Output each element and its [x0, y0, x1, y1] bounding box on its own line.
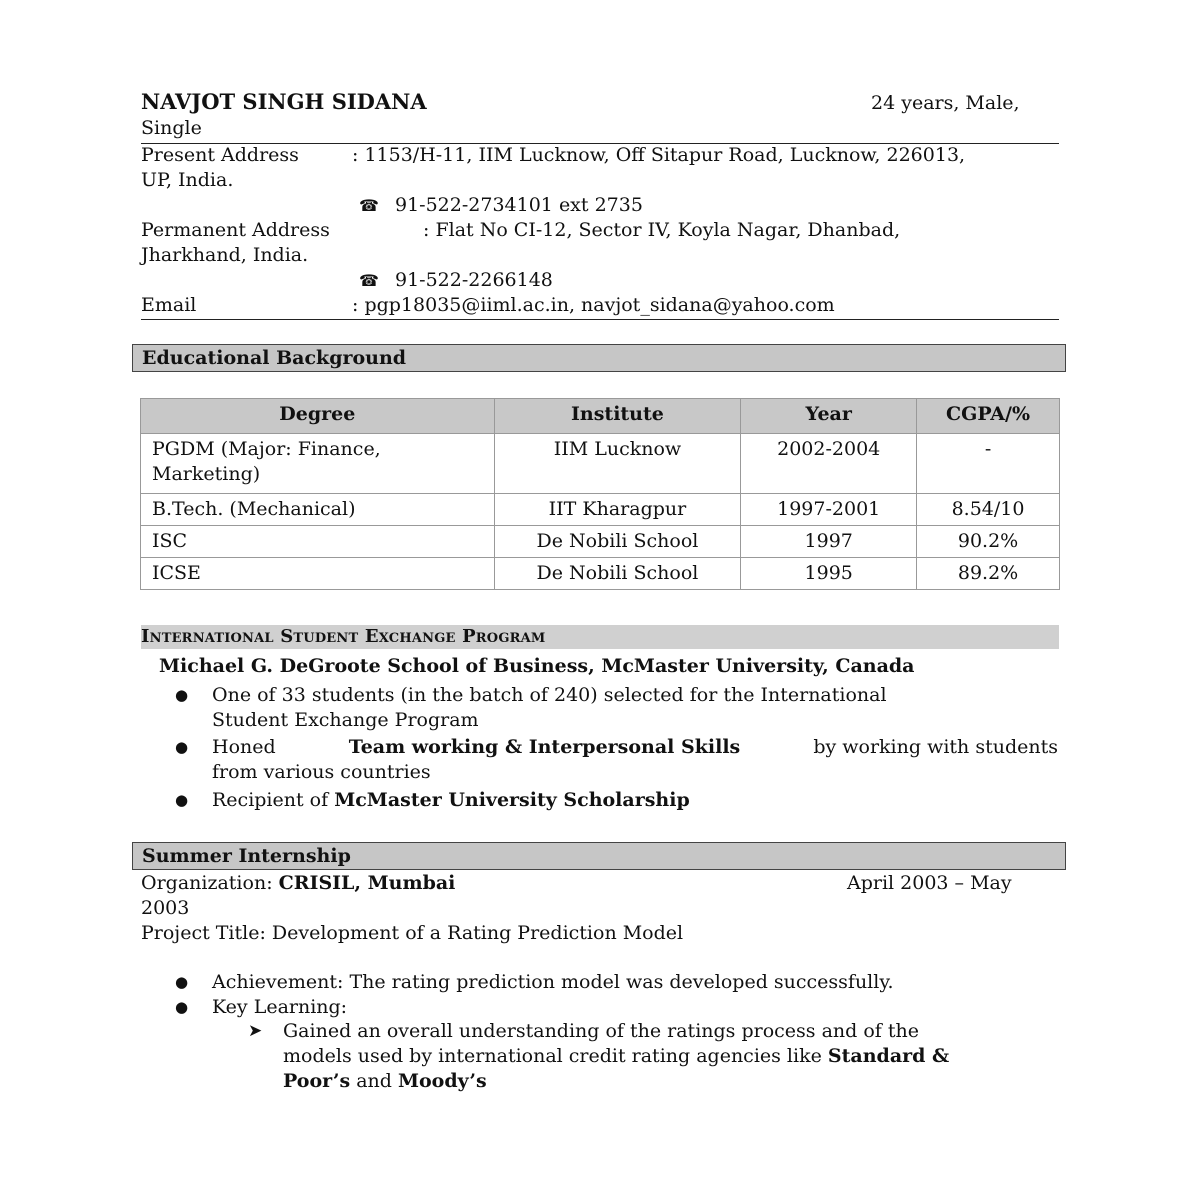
year-cell: 2002-2004	[741, 434, 917, 494]
institute-cell: De Nobili School	[494, 526, 741, 558]
exchange-bullet-1-cont: Student Exchange Program	[212, 709, 479, 731]
learning-agency-1: Poor’s	[283, 1070, 351, 1092]
present-address-value: : 1153/H-11, IIM Lucknow, Off Sitapur Road, Lucknow, 226013,	[352, 144, 966, 166]
learning-and: and	[356, 1070, 392, 1092]
internship-period: April 2003 – May	[847, 872, 1012, 894]
email-label: Email	[141, 294, 197, 316]
degree-cell: PGDM (Major: Finance, Marketing)	[141, 434, 495, 494]
degree-cell: ISC	[141, 526, 495, 558]
present-phone: 91-522-2734101 ext 2735	[395, 194, 643, 216]
telephone-icon: ☎	[359, 271, 379, 290]
candidate-name: NAVJOT SINGH SIDANA	[141, 89, 427, 114]
learning-sub-line-1: Gained an overall understanding of the ratings process and of the	[283, 1020, 919, 1042]
learning-sub-line-2-bold: Standard &	[827, 1045, 950, 1067]
table-row	[141, 434, 1060, 494]
exchange-bullet-2-cont: from various countries	[212, 761, 431, 783]
table-row	[141, 494, 1060, 526]
exchange-institution: Michael G. DeGroote School of Business, McMaster University, Canada	[159, 655, 915, 677]
learning-agency-2: Moody’s	[397, 1070, 487, 1092]
col-degree: Degree	[141, 399, 495, 434]
permanent-address-label: Permanent Address	[141, 219, 330, 241]
bullet-icon: ●	[175, 998, 189, 1016]
year-cell: 1997	[741, 526, 917, 558]
internship-heading: Summer Internship	[142, 845, 351, 867]
institute-cell: IIM Lucknow	[494, 434, 741, 494]
score-cell: 8.54/10	[917, 494, 1060, 526]
exchange-bullet-3	[212, 788, 690, 813]
score-cell: 90.2%	[917, 526, 1060, 558]
exchange-section-header	[141, 625, 1059, 649]
year-cell: 1995	[741, 558, 917, 590]
exchange-bullet-1: One of 33 students (in the batch of 240) selected for the International	[212, 684, 887, 706]
present-address-label: Present Address	[141, 144, 299, 166]
bullet-icon: ●	[175, 973, 189, 991]
education-section-header	[132, 344, 1066, 372]
telephone-icon: ☎	[359, 196, 379, 215]
arrow-bullet-icon: ➤	[248, 1021, 263, 1041]
col-score: CGPA/%	[917, 399, 1060, 434]
learning-sub-line-3	[283, 1069, 487, 1094]
learning-sub-line-2-pre: models used by international credit rating agencies like	[283, 1045, 822, 1067]
year-cell: 1997-2001	[741, 494, 917, 526]
internship-period-cont: 2003	[141, 897, 190, 919]
education-table	[140, 398, 1060, 590]
col-year: Year	[741, 399, 917, 434]
personal-meta: 24 years, Male,	[871, 92, 1020, 114]
organization-line	[141, 871, 455, 896]
permanent-phone: 91-522-2266148	[395, 269, 553, 291]
key-learning-bullet: Key Learning:	[212, 996, 348, 1018]
internship-section-header	[132, 842, 1066, 870]
bullet-icon: ●	[175, 686, 189, 704]
exchange-bullet-2-bold: Team working & Interpersonal Skills	[348, 736, 741, 758]
organization-value: CRISIL, Mumbai	[278, 872, 456, 894]
table-row	[141, 558, 1060, 590]
score-cell: -	[917, 434, 1060, 494]
bullet-icon: ●	[175, 738, 189, 756]
learning-sub-line-2	[283, 1044, 949, 1069]
permanent-address-value-cont: Jharkhand, India.	[141, 244, 309, 266]
email-value: : pgp18035@iiml.ac.in, navjot_sidana@yahoo.com	[352, 294, 835, 316]
achievement-bullet: Achievement: The rating prediction model was developed successfully.	[212, 971, 894, 993]
contact-divider	[141, 319, 1059, 320]
education-heading: Educational Background	[142, 347, 407, 369]
bullet-icon: ●	[175, 791, 189, 809]
degree-cell: B.Tech. (Mechanical)	[141, 494, 495, 526]
institute-cell: IIT Kharagpur	[494, 494, 741, 526]
organization-label: Organization:	[141, 872, 273, 894]
col-institute: Institute	[494, 399, 741, 434]
exchange-bullet-2	[212, 735, 1058, 760]
table-header-row	[141, 399, 1060, 434]
degree-cell: ICSE	[141, 558, 495, 590]
present-address-value-cont: UP, India.	[141, 169, 234, 191]
exchange-bullet-3-pre: Recipient of	[212, 789, 329, 811]
exchange-bullet-2-pre: Honed	[212, 736, 276, 758]
score-cell: 89.2%	[917, 558, 1060, 590]
personal-meta-cont: Single	[141, 117, 202, 139]
table-row	[141, 526, 1060, 558]
permanent-address-value: : Flat No CI-12, Sector IV, Koyla Nagar, Dhanbad,	[423, 219, 901, 241]
institute-cell: De Nobili School	[494, 558, 741, 590]
exchange-bullet-3-bold: McMaster University Scholarship	[334, 789, 690, 811]
exchange-bullet-2-post: by working with students	[813, 736, 1058, 758]
exchange-heading: International Student Exchange Program	[141, 626, 546, 647]
project-title: Project Title: Development of a Rating Prediction Model	[141, 922, 684, 944]
